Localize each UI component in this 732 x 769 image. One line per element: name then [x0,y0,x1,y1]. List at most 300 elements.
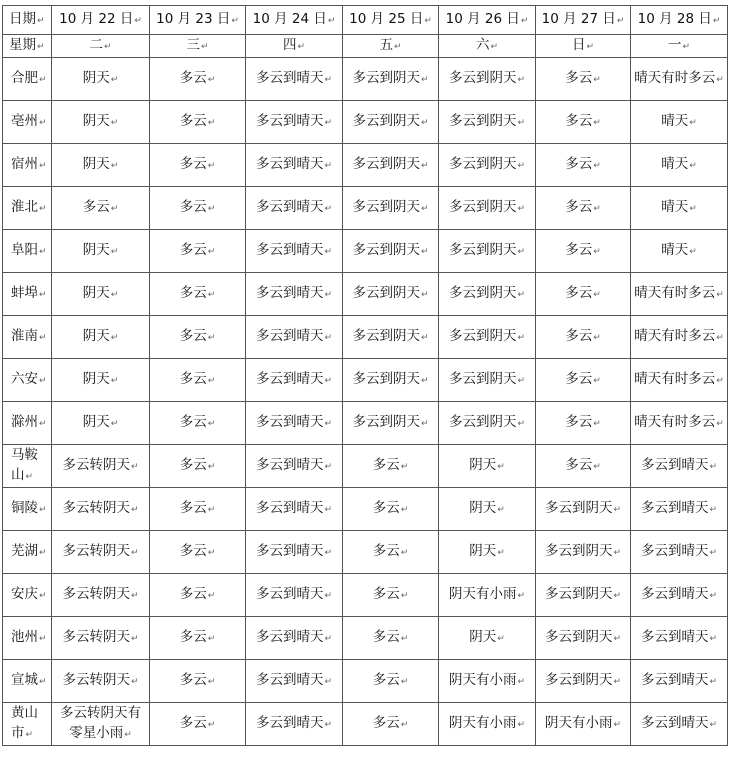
paragraph-mark-icon: ↵ [39,677,47,687]
paragraph-mark-icon: ↵ [709,591,718,601]
table-row [3,58,728,101]
paragraph-mark-icon: ↵ [324,376,333,386]
paragraph-mark-icon: ↵ [39,161,47,171]
city-name: 芜湖 [11,543,38,559]
forecast-cell [343,617,439,660]
city-cell [3,402,52,445]
forecast-text: 多云 [372,457,400,473]
forecast-cell [150,402,246,445]
forecast-text: 多云到晴天 [255,113,324,129]
table-row [3,359,728,402]
paragraph-mark-icon: ↵ [420,290,429,300]
forecast-cell [439,488,536,531]
city-cell [3,660,52,703]
city-cell [3,144,52,187]
forecast-cell [536,101,631,144]
paragraph-mark-icon: ↵ [593,376,601,386]
paragraph-mark-icon: ↵ [39,75,47,85]
paragraph-mark-icon: ↵ [490,42,499,52]
paragraph-mark-icon: ↵ [130,462,139,472]
paragraph-mark-icon: ↵ [130,634,139,644]
weekday-text: 六 [475,37,490,53]
city-name: 宿州 [11,156,38,172]
forecast-cell [631,531,728,574]
forecast-text: 阴天 [82,285,110,301]
forecast-cell [536,187,631,230]
forecast-text: 晴天 [661,199,689,215]
forecast-cell [439,144,536,187]
forecast-text: 多云到晴天 [640,457,709,473]
forecast-cell [343,273,439,316]
forecast-text: 多云 [179,199,207,215]
forecast-cell [439,617,536,660]
paragraph-mark-icon: ↵ [207,677,216,687]
date-text: 10 月 26 日 [445,11,520,27]
table-row [3,617,728,660]
paragraph-mark-icon: ↵ [517,204,526,214]
paragraph-mark-icon: ↵ [207,462,216,472]
forecast-cell [246,574,343,617]
date-cell [439,6,536,35]
date-cell [631,6,728,35]
paragraph-mark-icon: ↵ [324,505,333,515]
forecast-cell [343,359,439,402]
paragraph-mark-icon: ↵ [207,591,216,601]
forecast-text: 多云 [179,672,207,688]
paragraph-mark-icon: ↵ [709,677,718,687]
table-row [3,402,728,445]
paragraph-mark-icon: ↵ [716,290,724,300]
forecast-cell [536,703,631,746]
paragraph-mark-icon: ↵ [712,16,721,26]
forecast-cell [439,101,536,144]
paragraph-mark-icon: ↵ [110,376,119,386]
forecast-text: 阴天 [469,457,497,473]
forecast-text: 阴天 [469,500,497,516]
paragraph-mark-icon: ↵ [593,247,601,257]
forecast-text: 多云 [179,70,207,86]
forecast-cell [246,402,343,445]
paragraph-mark-icon: ↵ [124,730,132,740]
forecast-cell [150,144,246,187]
forecast-cell [439,230,536,273]
forecast-text: 多云 [565,457,593,473]
forecast-text: 多云 [179,586,207,602]
paragraph-mark-icon: ↵ [593,419,601,429]
forecast-cell [246,445,343,488]
forecast-cell [439,316,536,359]
forecast-text: 多云转阴天 [62,629,130,645]
forecast-cell [439,703,536,746]
paragraph-mark-icon: ↵ [207,720,216,730]
forecast-cell [439,660,536,703]
forecast-cell [536,230,631,273]
paragraph-mark-icon: ↵ [110,118,119,128]
forecast-cell [150,703,246,746]
forecast-cell [343,574,439,617]
paragraph-mark-icon: ↵ [517,161,526,171]
forecast-cell [246,531,343,574]
paragraph-mark-icon: ↵ [517,720,526,730]
paragraph-mark-icon: ↵ [497,634,505,644]
forecast-text: 阴天 [469,543,497,559]
forecast-cell [343,488,439,531]
paragraph-mark-icon: ↵ [207,634,216,644]
forecast-text: 多云到晴天 [255,414,324,430]
date-cell [52,6,150,35]
forecast-text: 多云 [565,156,593,172]
table-row [3,445,728,488]
forecast-text: 多云到阴天 [448,113,517,129]
city-cell [3,230,52,273]
paragraph-mark-icon: ↵ [400,462,409,472]
city-cell [3,187,52,230]
forecast-cell [246,316,343,359]
paragraph-mark-icon: ↵ [613,548,622,558]
forecast-text: 阴天 [82,242,110,258]
forecast-text: 多云 [372,715,400,731]
paragraph-mark-icon: ↵ [420,247,429,257]
paragraph-mark-icon: ↵ [613,505,622,515]
weekday-cell [343,35,439,58]
city-cell [3,574,52,617]
forecast-text: 晴天有时多云 [634,285,716,301]
forecast-text: 多云到阴天 [352,113,420,129]
paragraph-mark-icon: ↵ [37,42,45,52]
forecast-cell [246,187,343,230]
forecast-text: 多云到晴天 [255,672,324,688]
paragraph-mark-icon: ↵ [324,462,333,472]
forecast-cell [536,488,631,531]
forecast-cell [343,187,439,230]
forecast-text: 多云 [179,328,207,344]
paragraph-mark-icon: ↵ [709,720,718,730]
paragraph-mark-icon: ↵ [716,419,724,429]
forecast-cell [536,359,631,402]
forecast-cell [631,359,728,402]
paragraph-mark-icon: ↵ [207,419,216,429]
paragraph-mark-icon: ↵ [130,677,139,687]
forecast-cell [631,660,728,703]
forecast-text: 多云 [179,543,207,559]
forecast-cell [439,58,536,101]
forecast-text: 多云 [565,371,593,387]
forecast-cell [150,273,246,316]
paragraph-mark-icon: ↵ [716,75,724,85]
forecast-text: 多云 [565,328,593,344]
paragraph-mark-icon: ↵ [39,118,47,128]
forecast-cell [52,58,150,101]
weekday-text: 三 [186,37,200,53]
paragraph-mark-icon: ↵ [324,419,333,429]
paragraph-mark-icon: ↵ [207,548,216,558]
paragraph-mark-icon: ↵ [207,204,216,214]
paragraph-mark-icon: ↵ [424,16,432,26]
date-cell [150,6,246,35]
forecast-cell [343,144,439,187]
forecast-text: 多云到阴天 [544,500,613,516]
paragraph-mark-icon: ↵ [689,161,697,171]
paragraph-mark-icon: ↵ [400,591,409,601]
forecast-text: 多云到晴天 [640,629,709,645]
paragraph-mark-icon: ↵ [324,75,333,85]
city-name: 阜阳 [11,242,38,258]
table-row [3,230,728,273]
city-name: 淮南 [11,328,38,344]
forecast-text: 多云到晴天 [255,285,324,301]
paragraph-mark-icon: ↵ [420,161,429,171]
city-cell [3,488,52,531]
paragraph-mark-icon: ↵ [39,419,47,429]
forecast-cell [536,316,631,359]
forecast-text: 多云到晴天 [255,500,324,516]
paragraph-mark-icon: ↵ [39,204,47,214]
table-row [3,703,728,746]
forecast-cell [52,273,150,316]
forecast-text: 晴天 [661,156,689,172]
date-text: 10 月 22 日 [59,11,134,27]
paragraph-mark-icon: ↵ [689,247,697,257]
weekday-text: 四 [282,37,297,53]
paragraph-mark-icon: ↵ [39,548,47,558]
paragraph-mark-icon: ↵ [593,75,601,85]
forecast-cell [343,445,439,488]
forecast-text: 多云转阴天 [62,586,130,602]
paragraph-mark-icon: ↵ [709,548,718,558]
forecast-text: 多云 [372,629,400,645]
paragraph-mark-icon: ↵ [593,333,601,343]
paragraph-mark-icon: ↵ [39,376,47,386]
paragraph-mark-icon: ↵ [324,677,333,687]
weekday-cell [150,35,246,58]
forecast-cell [343,660,439,703]
forecast-cell [343,101,439,144]
paragraph-mark-icon: ↵ [400,677,409,687]
forecast-text: 多云到晴天 [255,543,324,559]
date-cell [343,6,439,35]
paragraph-mark-icon: ↵ [324,290,333,300]
paragraph-mark-icon: ↵ [586,42,595,52]
forecast-cell [150,574,246,617]
paragraph-mark-icon: ↵ [613,591,622,601]
paragraph-mark-icon: ↵ [613,634,622,644]
forecast-text: 多云到阴天 [544,672,613,688]
forecast-cell [536,144,631,187]
forecast-cell [246,660,343,703]
forecast-cell [246,230,343,273]
forecast-text: 多云到阴天 [448,414,517,430]
forecast-text: 多云到阴天 [352,70,420,86]
forecast-text: 阴天有小雨 [448,715,517,731]
forecast-cell [52,230,150,273]
forecast-cell [536,445,631,488]
forecast-cell [631,58,728,101]
paragraph-mark-icon: ↵ [39,333,47,343]
forecast-text: 多云 [179,371,207,387]
date-header-cell [3,6,52,35]
forecast-cell [631,101,728,144]
paragraph-mark-icon: ↵ [207,247,216,257]
forecast-text: 多云到阴天 [352,285,420,301]
paragraph-mark-icon: ↵ [517,333,526,343]
forecast-text: 多云 [372,586,400,602]
week-label: 星期 [9,37,36,53]
paragraph-mark-icon: ↵ [517,290,526,300]
paragraph-mark-icon: ↵ [110,419,119,429]
paragraph-mark-icon: ↵ [324,333,333,343]
weekday-text: 一 [667,37,682,53]
table-row [3,488,728,531]
forecast-text: 多云 [565,70,593,86]
forecast-text: 多云到阴天 [352,371,420,387]
paragraph-mark-icon: ↵ [297,42,306,52]
paragraph-mark-icon: ↵ [400,505,409,515]
city-name: 淮北 [11,199,38,215]
paragraph-mark-icon: ↵ [716,333,724,343]
forecast-text: 阴天 [82,156,110,172]
paragraph-mark-icon: ↵ [593,161,601,171]
paragraph-mark-icon: ↵ [207,161,216,171]
date-text: 10 月 25 日 [349,11,424,27]
forecast-cell [52,101,150,144]
paragraph-mark-icon: ↵ [39,591,47,601]
forecast-cell [631,488,728,531]
forecast-text: 多云 [179,715,207,731]
forecast-cell [631,187,728,230]
forecast-cell [150,488,246,531]
paragraph-mark-icon: ↵ [130,548,139,558]
city-name: 亳州 [11,113,38,129]
forecast-text: 多云 [565,199,593,215]
weekday-cell [439,35,536,58]
forecast-cell [246,488,343,531]
city-name: 安庆 [11,586,38,602]
paragraph-mark-icon: ↵ [497,462,505,472]
city-name: 黄山市 [11,705,38,741]
forecast-text: 多云 [179,457,207,473]
forecast-cell [439,402,536,445]
date-cell [536,6,631,35]
forecast-text: 多云到晴天 [255,328,324,344]
forecast-text: 多云 [179,242,207,258]
paragraph-mark-icon: ↵ [613,720,622,730]
forecast-cell [439,531,536,574]
city-name: 池州 [11,629,38,645]
forecast-cell [246,273,343,316]
forecast-text: 多云转阴天 [62,672,130,688]
paragraph-mark-icon: ↵ [709,505,718,515]
forecast-cell [536,660,631,703]
forecast-text: 阴天 [82,371,110,387]
table-row [3,531,728,574]
date-text: 10 月 23 日 [156,11,231,27]
paragraph-mark-icon: ↵ [110,161,119,171]
paragraph-mark-icon: ↵ [110,290,119,300]
paragraph-mark-icon: ↵ [517,591,526,601]
paragraph-mark-icon: ↵ [517,118,526,128]
forecast-cell [439,574,536,617]
paragraph-mark-icon: ↵ [207,75,216,85]
forecast-text: 多云 [179,285,207,301]
paragraph-mark-icon: ↵ [497,505,505,515]
paragraph-mark-icon: ↵ [39,634,47,644]
paragraph-mark-icon: ↵ [593,118,601,128]
city-cell [3,531,52,574]
forecast-text: 晴天 [661,113,689,129]
forecast-text: 多云到阴天 [352,242,420,258]
forecast-cell [631,144,728,187]
forecast-cell [343,402,439,445]
forecast-cell [439,273,536,316]
forecast-text: 多云转阴天 [62,500,130,516]
paragraph-mark-icon: ↵ [593,290,601,300]
paragraph-mark-icon: ↵ [393,42,402,52]
forecast-cell [246,101,343,144]
forecast-text: 多云到晴天 [640,543,709,559]
forecast-cell [343,531,439,574]
forecast-text: 多云到晴天 [255,457,324,473]
forecast-text: 多云到晴天 [255,715,324,731]
forecast-cell [536,617,631,660]
weekday-row [3,35,728,58]
forecast-text: 阴天有小雨 [448,586,517,602]
forecast-cell [631,402,728,445]
forecast-text: 阴天 [82,414,110,430]
paragraph-mark-icon: ↵ [25,730,34,740]
forecast-cell [52,316,150,359]
paragraph-mark-icon: ↵ [110,75,119,85]
forecast-cell [631,703,728,746]
forecast-cell [439,187,536,230]
forecast-text: 晴天有时多云 [634,70,716,86]
forecast-cell [52,617,150,660]
paragraph-mark-icon: ↵ [207,376,216,386]
weekday-text: 五 [379,37,393,53]
forecast-text: 多云 [565,242,593,258]
paragraph-mark-icon: ↵ [39,247,47,257]
paragraph-mark-icon: ↵ [716,376,724,386]
forecast-text: 阴天有小雨 [544,715,613,731]
forecast-text: 多云到阴天 [544,629,613,645]
city-name: 六安 [11,371,38,387]
paragraph-mark-icon: ↵ [231,16,239,26]
forecast-text: 多云到阴天 [448,371,517,387]
forecast-text: 多云到阴天 [448,328,517,344]
table-body [3,6,728,746]
paragraph-mark-icon: ↵ [324,720,333,730]
paragraph-mark-icon: ↵ [110,204,119,214]
forecast-text: 多云到阴天 [352,199,420,215]
forecast-cell [150,230,246,273]
forecast-text: 阴天 [82,328,110,344]
date-text: 10 月 24 日 [252,11,327,27]
table-row [3,574,728,617]
forecast-text: 阴天 [82,113,110,129]
table-row [3,316,728,359]
paragraph-mark-icon: ↵ [39,505,47,515]
forecast-text: 多云到阴天 [448,199,517,215]
paragraph-mark-icon: ↵ [517,75,526,85]
date-text: 10 月 28 日 [637,11,712,27]
weekday-cell [246,35,343,58]
forecast-cell [150,187,246,230]
paragraph-mark-icon: ↵ [400,548,409,558]
paragraph-mark-icon: ↵ [207,505,216,515]
paragraph-mark-icon: ↵ [130,591,139,601]
forecast-cell [150,359,246,402]
forecast-cell [150,531,246,574]
paragraph-mark-icon: ↵ [420,118,429,128]
